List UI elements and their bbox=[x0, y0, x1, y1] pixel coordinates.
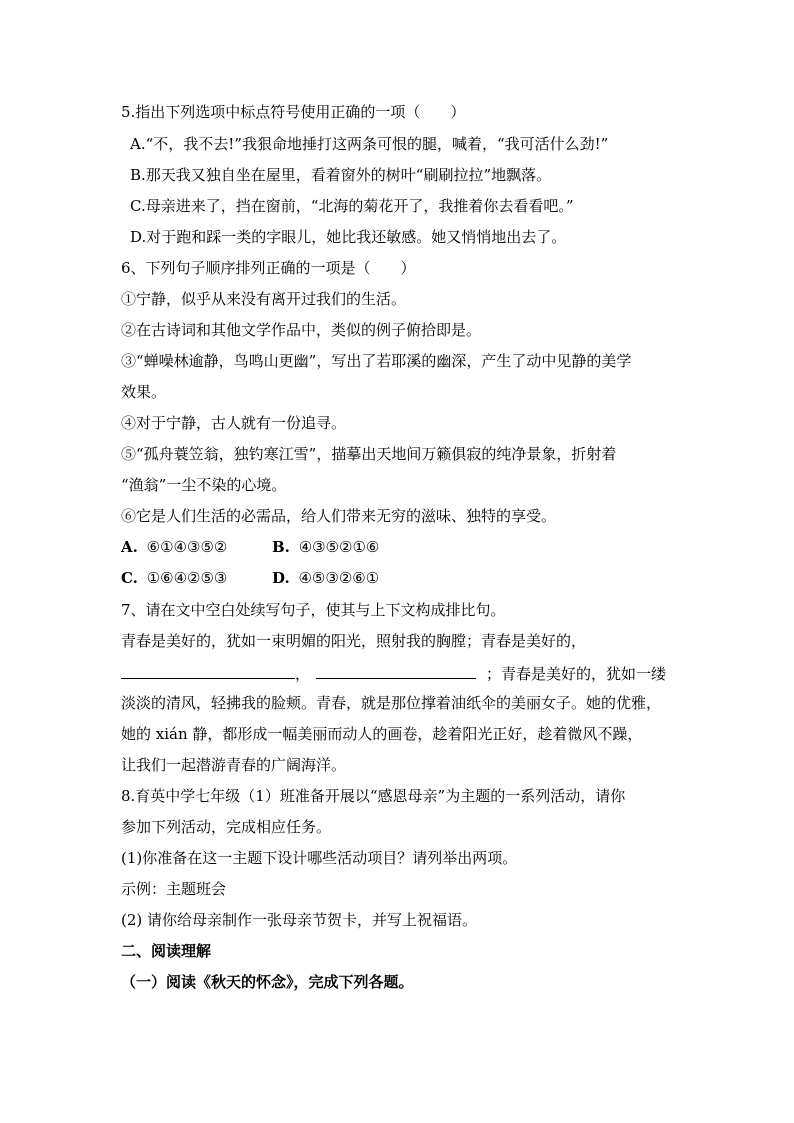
q6-option-b-label: B. bbox=[272, 538, 290, 556]
q6-sentence-3-cont: 效果。 bbox=[121, 383, 167, 401]
q5-option-b: B.那天我又独自坐在屋里，看着窗外的树叶“刷刷拉拉”地飘落。 bbox=[130, 166, 552, 184]
q6-option-c bbox=[121, 568, 227, 588]
q7-line-1: 青春是美好的，犹如一束明媚的阳光，照射我的胸膛；青春是美好的， bbox=[121, 632, 587, 650]
q6-sentence-5: ⑤“孤舟蓑笠翁，独钓寒江雪”，描摹出天地间万籁俱寂的纯净景象，折射着 bbox=[121, 445, 617, 463]
q6-option-c-label: C. bbox=[121, 569, 138, 587]
q6-option-a-value: ⑥①④③⑤② bbox=[146, 538, 228, 556]
q5-option-c: C.母亲进来了，挡在窗前，“北海的菊花开了，我推着你去看看吧。” bbox=[130, 197, 574, 215]
q6-sentence-6: ⑥它是人们生活的必需品，给人们带来无穷的滋味、独特的享受。 bbox=[121, 507, 557, 525]
q7-stem: 7、请在文中空白处续写句子，使其与上下文构成排比句。 bbox=[121, 601, 506, 619]
q6-option-b bbox=[272, 537, 379, 557]
q8-stem-2: 参加下列活动，完成相应任务。 bbox=[121, 818, 332, 836]
q6-sentence-5-cont: “渔翁”一尘不染的心境。 bbox=[121, 476, 287, 494]
q6-option-d bbox=[272, 568, 379, 588]
q7-line-2 bbox=[121, 662, 666, 684]
q6-option-a-label: A. bbox=[121, 538, 138, 556]
q6-sentence-4: ④对于宁静，古人就有一份追寻。 bbox=[121, 414, 347, 432]
q7-line-5: 让我们一起潜游青春的广阔海洋。 bbox=[121, 756, 347, 774]
q8-stem-1: 8.育英中学七年级（1）班准备开展以“感恩母亲”为主题的一系列活动，请你 bbox=[121, 787, 626, 805]
q8-sub-1: (1)你准备在这一主题下设计哪些活动项目？请列举出两项。 bbox=[121, 849, 518, 867]
q7-line-3: 淡淡的清风，轻拂我的脸颊。青春，就是那位撑着油纸伞的美丽女子。她的优雅， bbox=[121, 694, 662, 712]
q6-option-d-value: ④⑤③②⑥① bbox=[298, 569, 380, 587]
section-2-title: 二、阅读理解 bbox=[121, 942, 212, 960]
q7-blank-1[interactable] bbox=[121, 662, 295, 679]
q6-option-c-value: ①⑥④②⑤③ bbox=[146, 569, 228, 587]
q7-line-2-tail: ；青春是美好的，犹如一缕 bbox=[486, 665, 667, 683]
q7-blank-2[interactable] bbox=[316, 662, 476, 679]
q5-stem: 5.指出下列选项中标点符号使用正确的一项（ ） bbox=[121, 103, 466, 121]
q6-option-d-label: D. bbox=[272, 569, 290, 587]
q7-blank-comma: ， bbox=[295, 665, 311, 683]
q8-example: 示例：主题班会 bbox=[121, 880, 227, 898]
q6-option-a bbox=[121, 537, 227, 557]
q6-stem: 6、下列句子顺序排列正确的一项是（ ） bbox=[121, 259, 416, 277]
q5-option-d: D.对于跑和踩一类的字眼儿，她比我还敏感。她又悄悄地出去了。 bbox=[130, 228, 567, 246]
q6-sentence-2: ②在古诗词和其他文学作品中，类似的例子俯拾即是。 bbox=[121, 321, 482, 339]
q6-sentence-1: ①宁静，似乎从来没有离开过我们的生活。 bbox=[121, 290, 407, 308]
section-2-subtitle: （一）阅读《秋天的怀念》，完成下列各题。 bbox=[121, 973, 414, 991]
q6-option-b-value: ④③⑤②①⑥ bbox=[298, 538, 380, 556]
q5-option-a: A.“不，我不去!”我狠命地捶打这两条可恨的腿，喊着，“我可活什么劲!” bbox=[130, 135, 609, 153]
q6-sentence-3: ③“蝉噪林逾静，鸟鸣山更幽”，写出了若耶溪的幽深，产生了动中见静的美学 bbox=[121, 352, 632, 370]
q8-sub-2: (2) 请你给母亲制作一张母亲节贺卡，并写上祝福语。 bbox=[121, 911, 478, 929]
q7-line-4: 她的 xián 静，都形成一幅美丽而动人的画卷，趁着阳光正好，趁着微风不躁， bbox=[121, 725, 643, 743]
